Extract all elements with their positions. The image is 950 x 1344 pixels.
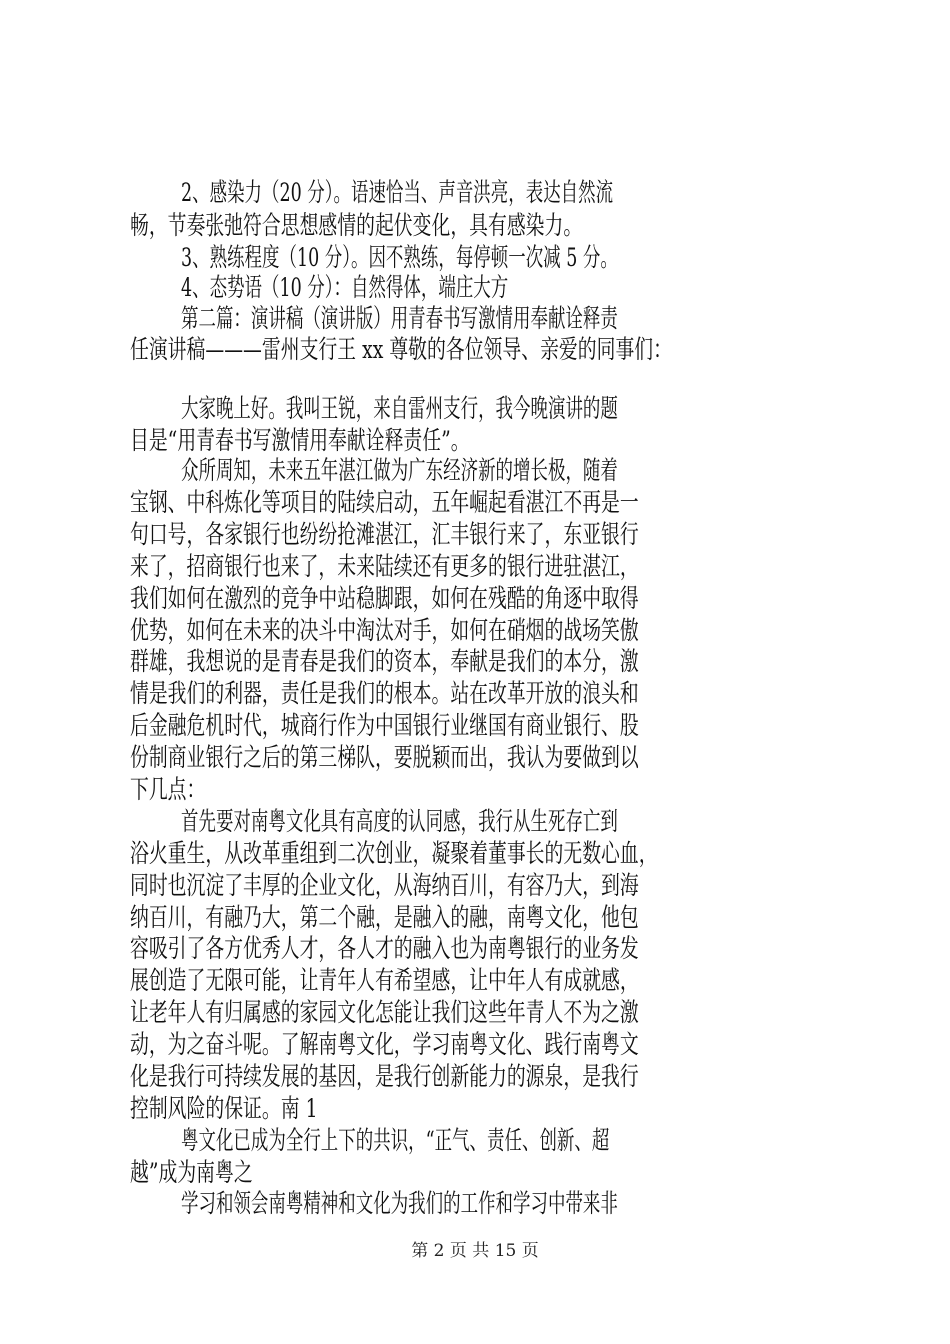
text-line: 优势，如何在未来的决斗中淘汰对手，如何在硝烟的战场笑傲 bbox=[130, 616, 639, 646]
text-line: 3、熟练程度（10 分）。因不熟练，每停顿一次减 5 分。 bbox=[181, 243, 618, 273]
text-line: 4、态势语（10 分）：自然得体，端庄大方 bbox=[181, 273, 509, 303]
text-line: 群雄，我想说的是青春是我们的资本，奉献是我们的本分，激 bbox=[130, 647, 639, 677]
text-line: 展创造了无限可能，让青年人有希望感，让中年人有成就感， bbox=[130, 966, 639, 996]
text-line: 来了，招商银行也来了，未来陆续还有更多的银行进驻湛江， bbox=[130, 552, 639, 582]
text-line: 宝钢、中科炼化等项目的陆续启动，五年崛起看湛江不再是一 bbox=[130, 488, 639, 518]
text-line: 我们如何在激烈的竞争中站稳脚跟，如何在残酷的角逐中取得 bbox=[130, 584, 639, 614]
section-heading-line: 第二篇：演讲稿（演讲版）用青春书写激情用奉献诠释责 bbox=[181, 304, 618, 334]
text-line: 众所周知，未来五年湛江做为广东经济新的增长极，随着 bbox=[181, 456, 618, 486]
text-line: 容吸引了各方优秀人才，各人才的融入也为南粤银行的业务发 bbox=[130, 934, 639, 964]
text-line: 浴火重生，从改革重组到二次创业，凝聚着董事长的无数心血， bbox=[130, 839, 658, 869]
text-line: 后金融危机时代，城商行作为中国银行业继国有商业银行、股 bbox=[130, 711, 639, 741]
text-line: 学习和领会南粤精神和文化为我们的工作和学习中带来非 bbox=[181, 1189, 618, 1219]
text-line: 化是我行可持续发展的基因，是我行创新能力的源泉，是我行 bbox=[130, 1062, 639, 1092]
text-line: 份制商业银行之后的第三梯队，要脱颖而出，我认为要做到以 bbox=[130, 743, 639, 773]
text-line: 动，为之奋斗呢。了解南粤文化，学习南粤文化、践行南粤文 bbox=[130, 1030, 639, 1060]
text-line: 让老年人有归属感的家园文化怎能让我们这些年青人不为之激 bbox=[130, 998, 639, 1028]
section-heading-line: 任演讲稿———雷州支行王 xx 尊敬的各位领导、亲爱的同事们： bbox=[130, 335, 672, 365]
text-line: 纳百川，有融乃大，第二个融，是融入的融，南粤文化，他包 bbox=[130, 903, 639, 933]
text-line: 控制风险的保证。南 1 bbox=[130, 1094, 318, 1124]
text-line: 首先要对南粤文化具有高度的认同感，我行从生死存亡到 bbox=[181, 807, 618, 837]
text-line: 句口号，各家银行也纷纷抢滩湛江，汇丰银行来了，东亚银行 bbox=[130, 520, 639, 550]
text-line: 同时也沉淀了丰厚的企业文化，从海纳百川，有容乃大，到海 bbox=[130, 871, 639, 901]
text-line: 下几点： bbox=[130, 775, 206, 805]
text-line: 越”成为南粤之 bbox=[130, 1158, 253, 1188]
text-line: 大家晚上好。我叫王锐，来自雷州支行，我今晚演讲的题 bbox=[181, 394, 618, 424]
text-line: 情是我们的利器，责任是我们的根本。站在改革开放的浪头和 bbox=[130, 679, 639, 709]
text-line: 畅，节奏张弛符合思想感情的起伏变化，具有感染力。 bbox=[130, 211, 583, 241]
page-number-footer: 第 2 页 共 15 页 bbox=[411, 1241, 539, 1261]
text-line: 2、感染力（20 分）。语速恰当、声音洪亮，表达自然流 bbox=[181, 178, 614, 208]
text-line: 粤文化已成为全行上下的共识，“正气、责任、创新、超 bbox=[181, 1126, 610, 1156]
text-line: 目是“用青春书写激情用奉献诠释责任”。 bbox=[130, 426, 470, 456]
